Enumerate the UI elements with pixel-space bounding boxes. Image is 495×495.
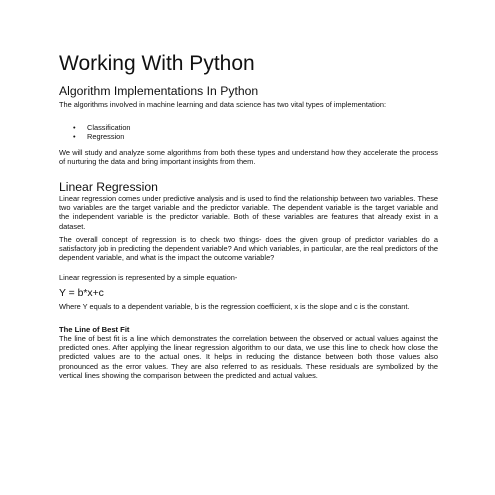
study-paragraph: We will study and analyze some algorithms from both these types and understand how they accelerate the process of nurturing the data and bring important insights from them. [59,148,438,167]
bullet-icon: • [73,131,76,141]
list-item [73,133,131,142]
document-title: Working With Python [59,52,255,75]
subheading-line-of-best-fit: The Line of Best Fit [59,325,130,334]
regression-equation: Y = b*x+c [59,288,104,299]
list-item-label: Classification [87,123,131,132]
list-item-label: Regression [87,131,125,141]
equation-explanation-paragraph: Where Y equals to a dependent variable, b is the regression coefficient, x is the slope and c is the constant. [59,302,410,311]
linear-regression-paragraph: Linear regression comes under predictive analysis and is used to find the relationship between two variables. These two variables are the target variable and the predictor variable. The dependent variable is the target variable and the independent variable is the predictor variable. Both of these variables are features that already exist in a dataset. [59,194,438,231]
equation-intro-paragraph: Linear regression is represented by a simple equation- [59,273,238,282]
section-heading-algorithm-implementations: Algorithm Implementations In Python [59,84,259,98]
implementation-types-list [73,124,131,141]
line-of-best-fit-paragraph: The line of best fit is a line which demonstrates the correlation between the observed or actual values against the predicted ones. After applying the linear regression algorithm to our data, we use this line to check how close the predicted values are to the actual ones. It helps in reducing the distance between both those values also pronounced as the error values. They are also referred to as residuals. These residuals are symbolized by the vertical lines showing the comparison between the predicted and actual values. [59,334,438,380]
section-heading-linear-regression: Linear Regression [59,180,158,194]
intro-paragraph: The algorithms involved in machine learning and data science has two vital types of implementation: [59,100,387,109]
regression-concept-paragraph: The overall concept of regression is to check two things- does the given group of predictor variables do a satisfactory job in predicting the dependent variable? And which variables, in particular, are the real predictors of the dependent variable, and what is the impact the outcome variable? [59,235,438,263]
bullet-icon: • [73,123,76,132]
